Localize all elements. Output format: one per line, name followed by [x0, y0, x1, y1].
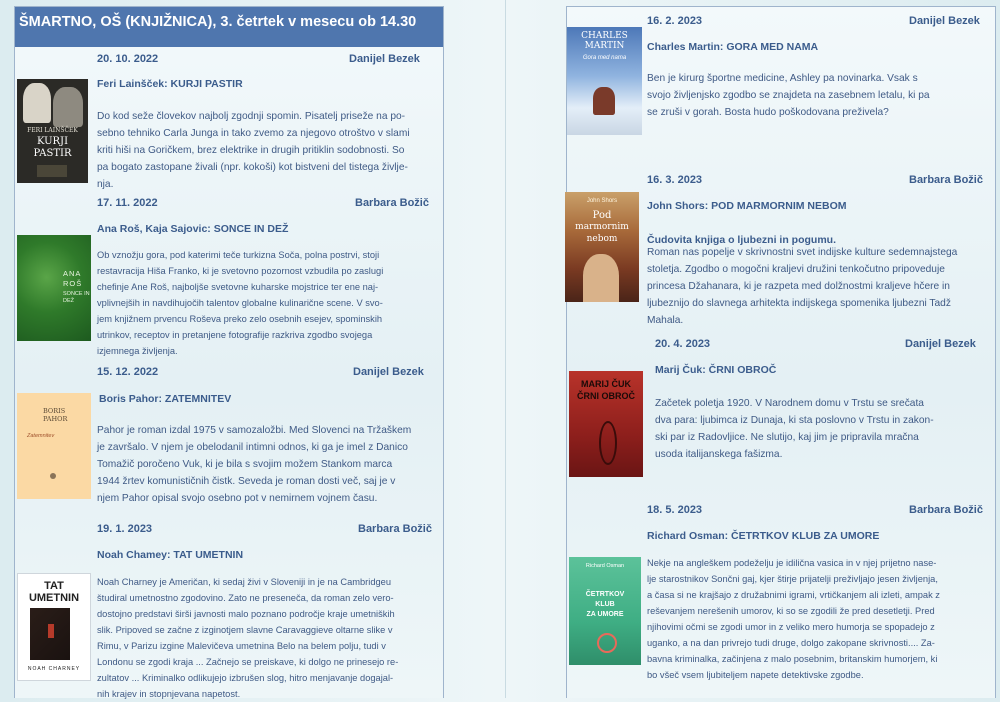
book-cover-sonce-in-dez: ANA ROŠ SONCE IN DEŽ: [17, 235, 91, 341]
book-date: 20. 4. 2023: [655, 338, 711, 350]
book-moderator: Danijel Bezek: [909, 15, 980, 27]
book-moderator: Danijel Bezek: [349, 53, 420, 65]
book-description: Začetek poletja 1920. V Narodnem domu v Trstu se srečata dva para: ljubimca iz Dunaja, ki sta poslovno v Trstu in zakon- ski par iz Radovljice. Ne slutijo, kaj jim je pripravila mračna usoda italijanskega fašizma.: [655, 398, 934, 460]
book-title: Marij Čuk: ČRNI OBROČ: [655, 364, 777, 376]
book-title: Noah Chamey: TAT UMETNIN: [97, 549, 244, 561]
book-description: Do kod seže človekov najbolj zgodnji spomin. Pisatelj priseže na po- sebno tehniko Carla Junga in tako zvemo za njegovo otroštvo v slami kriti hiši na Goričkem, brez elektrike in drugih pritiklin sodobnosti. So pa bogato zastopane živali (npr. kokoši) kot bistveni del tistega življe- nja.: [97, 111, 410, 190]
book-date: 16. 3. 2023: [647, 174, 703, 186]
book-title: Ana Roš, Kaja Sajovic: SONCE IN DEŽ: [97, 223, 289, 235]
book-title: Charles Martin: GORA MED NAMA: [647, 41, 819, 53]
book-date: 19. 1. 2023: [97, 523, 153, 535]
book-date: 18. 5. 2023: [647, 504, 703, 516]
book-description: Nekje na angleškem podeželju je idilična vasica in v njej prijetno nase- lje starostnikov Sončni gaj, kjer štirje prijatelji preživljajo jesen življenja, a časa si ne krajšajo z družabnimi igrami, vrtičkanjem ali izleti, ampak z reševanjem nerešenih umorov, ki so se zgodili že pred desetletji. Pred njihovimi očmi se zgodi umor in z veliko mero humorja se spopadejo z uganko, a na dan privrejo tudi druge, dolgo zakopane skrivnosti.... Za- bavna kriminalka, začinjena z malo posebnim, britanskim humorjem, ki bo všeč vsem ljubiteljem napete detektivske zgodbe.: [647, 558, 940, 680]
book-cover-kurji-pastir: FERI LAINŠČEK KURJI PASTIR: [17, 79, 88, 183]
book-title: Feri Lainšček: KURJI PASTIR: [97, 78, 243, 90]
page-gutter: [505, 0, 506, 698]
book-title: John Shors: POD MARMORNIM NEBOM: [647, 200, 847, 212]
book-description: Roman nas popelje v skrivnostni svet indijske kulture sedemnajstega stoletja. Zgodbo o mogočni kraljevi družini tenkočutno pripoveduje princesa Džahanara, ki je razpeta med dolžnostmi kraljeve hčere in ljubeznijo do slavnega arhitekta indijskega spomenika ljubezni Tadž Mahala.: [647, 247, 958, 326]
book-moderator: Barbara Božič: [909, 504, 983, 516]
book-description: Ben je kirurg športne medicine, Ashley pa novinarka. Vsak s svojo življenjsko zgodbo se znajdeta na zasebnem letalu, ki pa se zruši v gorah. Bosta hudo poškodovana preživela?: [647, 73, 930, 118]
book-moderator: Barbara Božič: [355, 197, 429, 209]
book-cover-pod-marmornim-nebom: John Shors Pod marmornim nebom: [565, 192, 639, 302]
book-description: Ob vznožju gora, pod katerimi teče turkizna Soča, polna postrvi, stoji restavracija Hiša Franko, ki je svetovno pozornost vzbudila po zaslugi chefinje Ane Roš, najboljše svetovne kuharske mojstrice ter ene naj- vplivnejših in navdihujočih talentov globalne kulinarične scene. V svo- jem knjižnem prvencu Roševa preko zelo osebnih esejev, spominskih utrinkov, receptov in pretanjene fotografije razkriva zgodbo svojega izjemnega življenja.: [97, 250, 384, 356]
page-header-title: ŠMARTNO, OŠ (KNJIŽNICA), 3. četrtek v mesecu ob 14.30: [15, 7, 443, 47]
book-title: Richard Osman: ČETRTKOV KLUB ZA UMORE: [647, 530, 880, 542]
book-moderator: Danijel Bezek: [353, 366, 424, 378]
book-cover-tat-umetnin: TAT UMETNIN NOAH CHARNEY: [17, 573, 91, 681]
left-page: [14, 6, 444, 698]
book-subheading: Čudovita knjiga o ljubezni in pogumu.: [647, 234, 836, 246]
book-date: 17. 11. 2022: [97, 197, 158, 209]
book-cover-cetrtkov-klub: Richard Osman ČETRTKOV KLUB ZA UMORE: [569, 557, 641, 665]
book-moderator: Barbara Božič: [358, 523, 432, 535]
book-date: 20. 10. 2022: [97, 53, 159, 65]
book-description: Pahor je roman izdal 1975 v samozaložbi. Med Slovenci na Tržaškem je završalo. V njem je obelodanil intimni odnos, ki ga je imel z Danico Tomažič poročeno Vuk, ki je bila s svojim možem Stankom marca 1944 žrtev komunističnih čistk. Seveda je roman dosti več, saj je v njem Pahor opisal svojo osebno pot v nemirnem vojnem času.: [97, 425, 412, 504]
book-title: Boris Pahor: ZATEMNITEV: [99, 393, 232, 405]
book-cover-gora-med-nama: CHARLES MARTIN Gora med nama: [567, 27, 642, 135]
book-moderator: Barbara Božič: [909, 174, 983, 186]
book-cover-crni-obroc: MARIJ ČUK ČRNI OBROČ: [569, 371, 643, 477]
book-cover-zatemnitev: BORIS PAHOR Zatemnitev: [17, 393, 91, 499]
book-moderator: Danijel Bezek: [905, 338, 976, 350]
book-date: 16. 2. 2023: [647, 15, 703, 27]
right-page: [566, 6, 996, 698]
book-date: 15. 12. 2022: [97, 366, 159, 378]
book-description: Noah Charney je Američan, ki sedaj živi v Sloveniji in je na Cambridgeu študiral umetnostno zgodovino. Zato ne preseneča, da roman zelo vero- dostojno predstavi širši javnosti malo poznano področje kraje umetniških slik. Pripoved se začne z izginotjem slavne Caravaggieve oltarne slike v Rimu, v Parizu izgine Malevičeva umetnina Belo na belem polju, tudi v Londonu se zgodi kraja ... Začnejo se preiskave, ki dolgo ne prinesejo re- zultatov ... Kriminalko odlikujejo izbrušen slog, hitro menjavanje dogajal- nih krajev in stopnjevana napetost.: [97, 577, 399, 699]
